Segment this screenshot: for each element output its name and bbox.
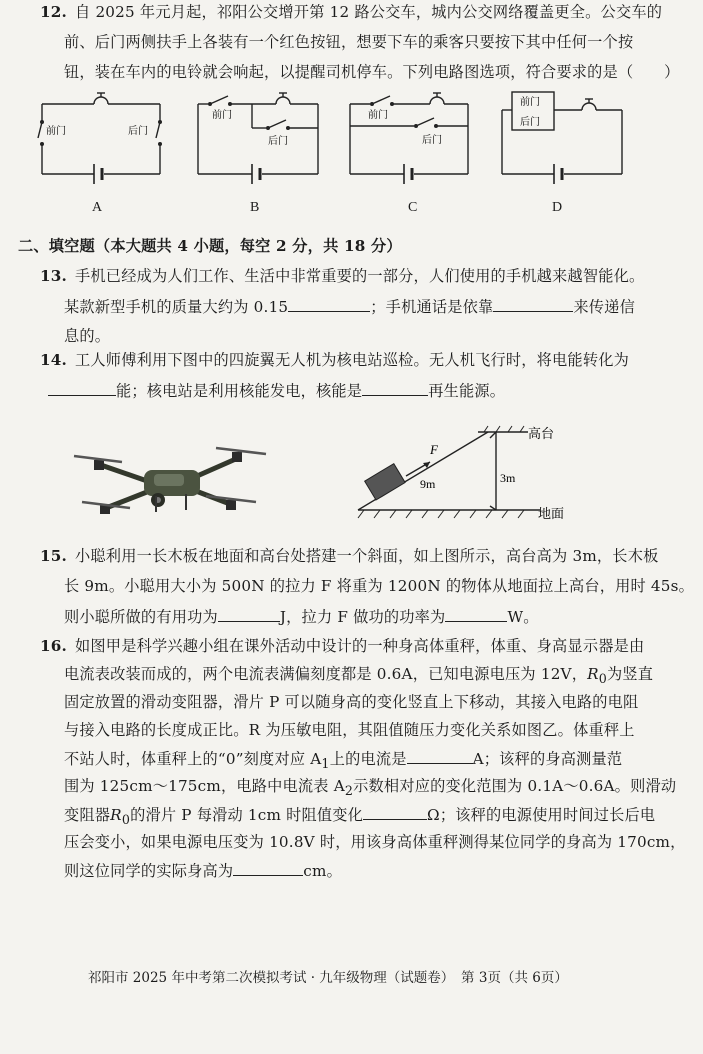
- incline-diagram: [350, 422, 580, 524]
- q13-text-2c: 来传递信: [573, 298, 635, 316]
- circuit-diagram-a: [32, 86, 170, 192]
- q12-number: 12.: [40, 3, 68, 21]
- q16-r0-symbol-2: R: [110, 806, 122, 824]
- option-d-letter: D: [552, 200, 563, 215]
- height-label: 3m: [500, 471, 516, 485]
- q16-text-5c: A；该秤的身高测量范: [472, 750, 623, 768]
- option-c-letter: C: [408, 200, 418, 215]
- q15-text-3b: J，拉力 F 做功的功率为: [279, 608, 446, 626]
- q16-r0-subscript: 0: [598, 671, 608, 687]
- q15-text-1: 小聪利用一长木板在地面和高台处搭建一个斜面，如上图所示，高台高为 3m，长木板: [75, 547, 659, 565]
- q15-line-3: [64, 606, 539, 627]
- q15-text-3c: W。: [507, 608, 539, 626]
- q16-line-3: 固定放置的滑动变阻器，滑片 P 可以随身高的变化竖直上下移动，其接入电路的电阻: [64, 693, 639, 711]
- q16-r0-subscript-2: 0: [121, 812, 131, 828]
- answer-blank-current[interactable]: [407, 748, 473, 764]
- q16-text-2b: 为竖直: [607, 665, 654, 683]
- q14-text-2b: 再生能源。: [428, 382, 506, 400]
- q15-number: 15.: [40, 547, 68, 565]
- q12-line-3: 钮，装在车内的电铃就会响起，以提醒司机停车。下列电路图选项，符合要求的是（ ）: [64, 63, 680, 81]
- circuit-diagram-c: [344, 86, 482, 192]
- incline-length-label: 9m: [420, 477, 436, 491]
- q16-text-7c: Ω；该秤的电源使用时间过长后电: [427, 806, 656, 824]
- q16-line-4: 与接入电路的长度成正比。R 为压敏电阻，其阻值随压力变化关系如图乙。体重秤上: [64, 721, 635, 739]
- q16-text-6a: 围为 125cm～175cm，电路中电流表 A: [64, 777, 345, 795]
- q15-line-1: [40, 546, 658, 566]
- q16-text-6b: 示数相对应的变化范围为 0.1A～0.6A。则滑动: [353, 777, 677, 795]
- q16-text-9b: cm。: [303, 862, 342, 880]
- q12-text-1: 自 2025 年元月起，祁阳公交增开第 12 路公交车，城内公交网络覆盖更全。公交车的: [75, 3, 663, 21]
- c-front-label: 前门: [368, 110, 388, 121]
- q12-line-1: [40, 2, 662, 22]
- q16-r0-symbol: R: [587, 665, 599, 683]
- q16-a2-subscript: 2: [344, 783, 354, 799]
- q16-a1-subscript: 1: [321, 756, 330, 772]
- q16-line-6: [64, 776, 676, 801]
- q13-line-1: [40, 266, 644, 286]
- q16-text-7b: 的滑片 P 每滑动 1cm 时阻值变化: [130, 806, 364, 824]
- q13-line-3: 息的。: [64, 327, 111, 345]
- q14-line-2: [48, 380, 505, 401]
- q16-line-7: [64, 804, 655, 830]
- section-title: 二、填空题（本大题共 4 小题，每空 2 分，共 18 分）: [18, 237, 402, 255]
- q13-number: 13.: [40, 267, 68, 285]
- q14-number: 14.: [40, 351, 68, 369]
- b-front-label: 前门: [212, 110, 232, 121]
- answer-blank-height[interactable]: [233, 860, 303, 876]
- q13-text-2b: ；手机通话是依靠: [370, 298, 494, 316]
- a-front-label: 前门: [46, 126, 66, 137]
- q14-text-1: 工人师傅利用下图中的四旋翼无人机为核电站巡检。无人机飞行时，将电能转化为: [75, 351, 629, 369]
- q16-text-2a: 电流表改装而成的，两个电流表满偏刻度都是 0.6A，已知电源电压为 12V，: [64, 665, 588, 683]
- q16-number: 16.: [40, 637, 68, 655]
- a-back-label: 后门: [128, 126, 148, 137]
- d-front-label: 前门: [520, 97, 540, 108]
- q16-line-9: [64, 860, 342, 881]
- ground-label: 地面: [538, 507, 565, 522]
- force-label: F: [430, 442, 438, 457]
- q13-text-2a: 某款新型手机的质量大约为 0.15: [64, 298, 289, 316]
- q16-text-7a: 变阻器: [64, 806, 111, 824]
- q16-line-1: [40, 636, 644, 656]
- answer-blank-renewable[interactable]: [362, 380, 428, 396]
- circuit-diagram-b: [188, 86, 326, 192]
- q16-text-9a: 则这位同学的实际身高为: [64, 862, 234, 880]
- answer-blank-resistance[interactable]: [363, 804, 427, 820]
- b-back-label: 后门: [268, 136, 288, 147]
- q16-text-1: 如图甲是科学兴趣小组在课外活动中设计的一种身高体重秤，体重、身高显示器是由: [75, 637, 645, 655]
- platform-label: 高台: [528, 427, 555, 442]
- q12-line-2: 前、后门两侧扶手上各装有一个红色按钮，想要下车的乘客只要按下其中任何一个按: [64, 33, 634, 51]
- drone-image: [70, 432, 270, 524]
- q14-text-2a: 能；核电站是利用核能发电，核能是: [116, 382, 363, 400]
- q13-line-2: [64, 296, 635, 317]
- q16-line-5: [64, 748, 622, 774]
- q13-text-1: 手机已经成为人们工作、生活中非常重要的一部分，人们使用的手机越来越智能化。: [75, 267, 645, 285]
- q15-text-3a: 则小聪所做的有用功为: [64, 608, 218, 626]
- option-a-letter: A: [92, 200, 103, 215]
- option-b-letter: B: [250, 200, 260, 215]
- q16-text-5b: 上的电流是: [329, 750, 407, 768]
- q14-line-1: [40, 350, 629, 370]
- answer-blank-useful-work[interactable]: [218, 606, 280, 622]
- c-back-label: 后门: [422, 135, 442, 146]
- q15-line-2: 长 9m。小聪用大小为 500N 的拉力 F 将重为 1200N 的物体从地面拉上高台，用时 45s。: [64, 577, 695, 595]
- answer-blank-mass-unit[interactable]: [288, 296, 370, 312]
- answer-blank-power[interactable]: [445, 606, 507, 622]
- q16-line-8: 压会变小，如果电源电压变为 10.8V 时，用该身高体重秤测得某位同学的身高为 170cm，: [64, 833, 686, 851]
- answer-blank-signal[interactable]: [493, 296, 573, 312]
- q16-line-2: [64, 664, 653, 689]
- q16-text-5a: 不站人时，体重秤上的“0”刻度对应 A: [64, 750, 322, 768]
- page-footer: 祁阳市 2025 年中考第二次模拟考试 · 九年级物理（试题卷） 第 3页（共 6页）: [88, 970, 568, 986]
- circuit-diagram-d: [498, 84, 630, 192]
- d-back-label: 后门: [520, 117, 540, 128]
- answer-blank-energy[interactable]: [48, 380, 116, 396]
